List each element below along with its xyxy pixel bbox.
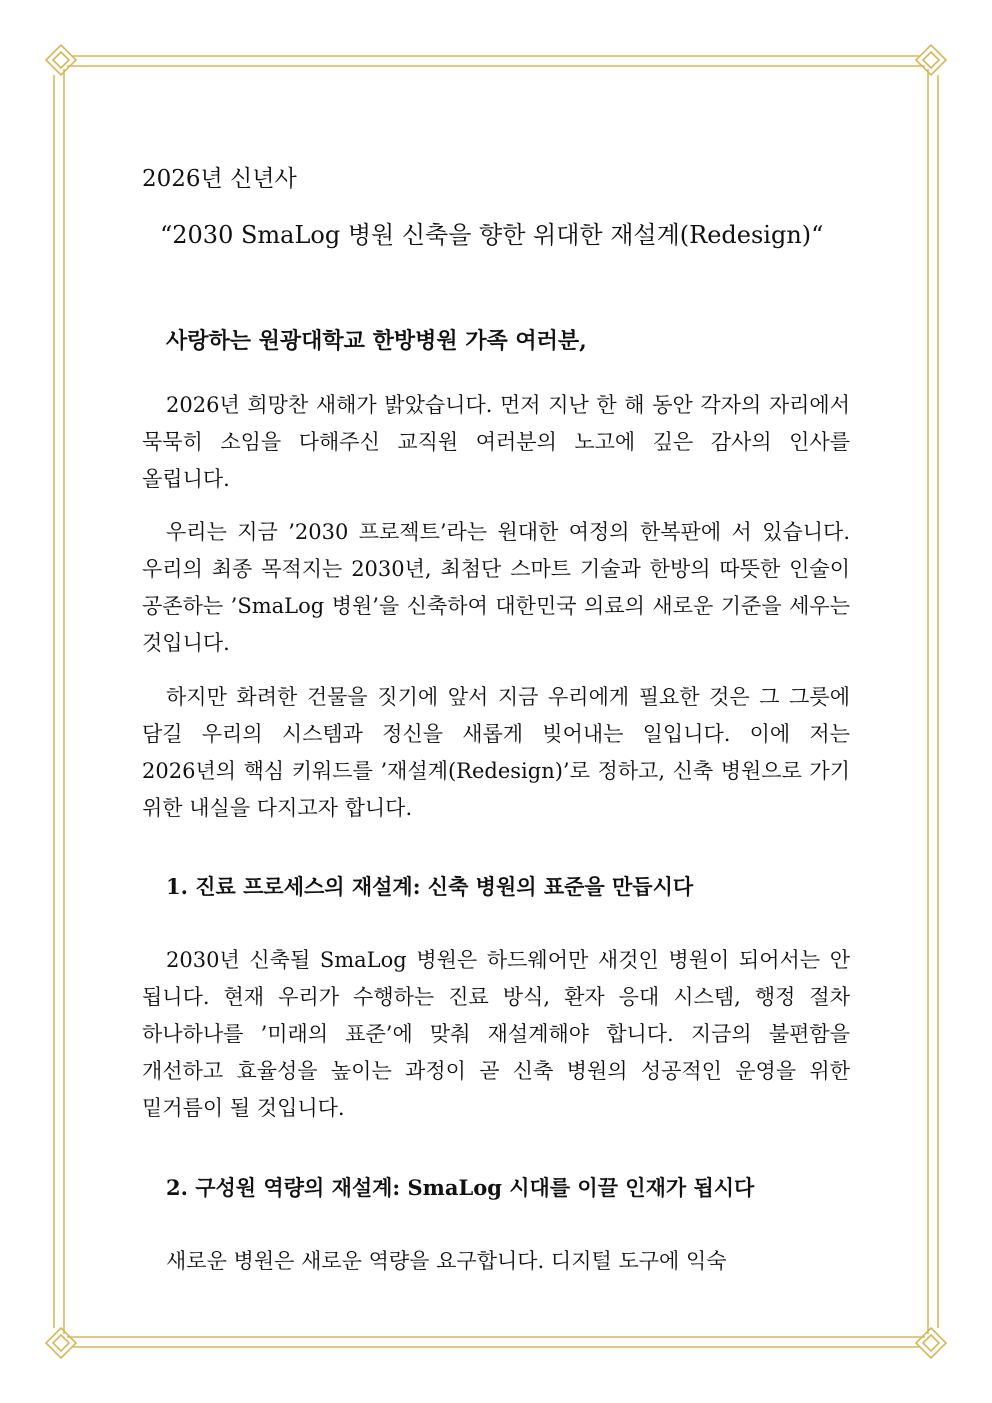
section-body-1: 2030년 신축될 SmaLog 병원은 하드웨어만 새것인 병원이 되어서는 안 됩니다. 현재 우리가 수행하는 진료 방식, 환자 응대 시스템, 행정 절차 하나하나를 ’미래의 표준’에 맞춰 재설계해야 합니다. 지금의 불편함을 개선하고 효율성을 높이는 과정이 곧 신축 병원의 성공적인 운영을 위한 밑거름이 될 것입니다.: [142, 948, 850, 1120]
section-body-2: 새로운 병원은 새로운 역량을 요구합니다. 디지털 도구에 익숙: [166, 1249, 727, 1273]
section-heading-2: 2. 구성원 역량의 재설계: SmaLog 시대를 이끌 인재가 됩시다: [166, 1175, 755, 1200]
document-label: 2026년 신년사: [142, 166, 297, 192]
section-heading-1: 1. 진료 프로세스의 재설계: 신축 병원의 표준을 만듭시다: [166, 874, 694, 899]
salutation: 사랑하는 원광대학교 한방병원 가족 여러분,: [166, 328, 587, 354]
paragraph: 2026년 희망찬 새해가 밝았습니다. 먼저 지난 한 해 동안 각자의 자리에서 묵묵히 소임을 다해주신 교직원 여러분의 노고에 깊은 감사의 인사를 올립니다.: [142, 393, 850, 491]
paragraph: 우리는 지금 ’2030 프로젝트’라는 원대한 여정의 한복판에 서 있습니다. 우리의 최종 목적지는 2030년, 최첨단 스마트 기술과 한방의 따뜻한 인술이 공존하는 ’SmaLog 병원’을 신축하여 대한민국 의료의 새로운 기준을 세우는 것입니다.: [142, 520, 850, 655]
paragraph: 하지만 화려한 건물을 짓기에 앞서 지금 우리에게 필요한 것은 그 그릇에 담길 우리의 시스템과 정신을 새롭게 빚어내는 일입니다. 이에 저는 2026년의 핵심 키워드를 ’재설계(Redesign)’로 정하고, 신축 병원으로 가기 위한 내실을 다지고자 합니다.: [142, 685, 850, 820]
document-title: “2030 SmaLog 병원 신축을 향한 위대한 재설계(Redesign)“: [160, 221, 824, 249]
